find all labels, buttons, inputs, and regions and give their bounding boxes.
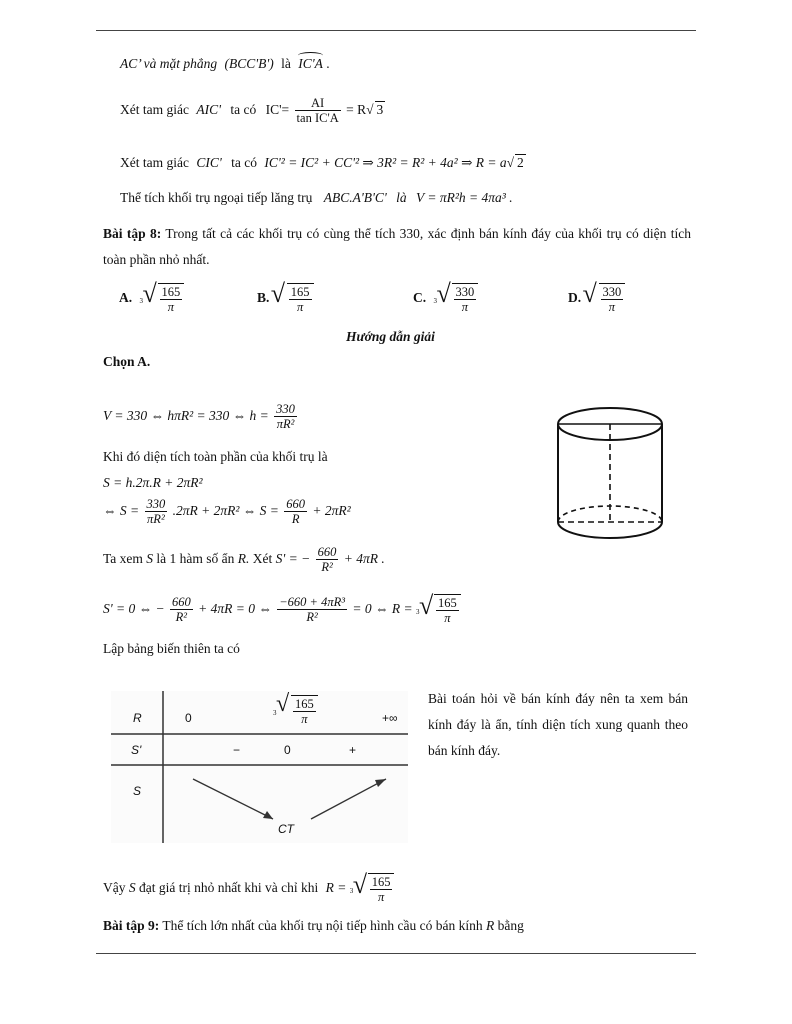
text-line-1: AC’ và mặt phẳng (BCC'B') là IC'A . — [120, 56, 330, 71]
solution-line-1: V = 330 ⇔ hπR² = 330 ⇔ h = $\frac{330}{\text{πR²}}$ — [103, 402, 295, 432]
solution-line-5: Ta xem S là 1 hàm số ẩn R. Xét S' = − $\frac{660}{\text{R²}}$ + 4πR . — [103, 545, 385, 575]
table-r-start: 0 — [185, 711, 192, 725]
exercise-9: Bài tập 9: Thể tích lớn nhất của khối trụ nội tiếp hình cầu có bán kính R bằng — [103, 918, 524, 933]
table-row-s: S — [133, 784, 142, 798]
exercise-8-label: Bài tập 8: — [103, 226, 162, 241]
bottom-rule — [96, 953, 696, 954]
angle-label: IC'A — [298, 56, 323, 71]
table-r-mid: 3 √ $\frac{165}{\pi}$ — [273, 695, 318, 727]
choose-answer: Chọn A. — [103, 354, 151, 369]
plane-label: (BCC'B') — [224, 56, 274, 71]
text-line-4: Thể tích khối trụ ngoại tiếp lăng trụ ABC.A'B'C' là V = πR²h = 4πa³ . — [120, 190, 513, 205]
variation-table — [111, 691, 408, 843]
ac-segment: AC’ và mặt phẳng — [120, 56, 218, 71]
solution-line-6: S' = 0 ⇔ − $\frac{660}{\text{R²}}$ + 4πR = 0 ⇔ $\frac{\text{−660 + 4πR³}}{\text{R²}}$ = 0 ⇔ R = 3 √ $\frac{165}{\pi}$ — [103, 594, 461, 626]
option-c[interactable]: C. 3 √ $\frac{330}{\pi}$ — [413, 283, 478, 315]
table-r-end: +∞ — [382, 711, 398, 725]
solution-line-2: Khi đó diện tích toàn phần của khối trụ là — [103, 449, 328, 464]
text-line-2: Xét tam giác AIC' ta có IC'= $\frac{AI}{\text{tan IC'A}}$ = R√ 3 — [120, 96, 384, 126]
table-lines — [111, 691, 408, 843]
table-sp-left: − — [233, 743, 241, 757]
solution-line-4: ⇔ S = $\frac{330}{\text{πR²}}$ .2πR + 2πR² ⇔ S = $\frac{660}{R}$ + 2πR² — [103, 497, 351, 527]
text-line-3: Xét tam giác CIC' ta có IC'² = IC² + CC'² ⇒ 3R² = R² + 4a² ⇒ R = a√ 2 — [120, 155, 524, 170]
table-sp-right: + — [349, 743, 357, 757]
solution-line-7: Lập bảng biến thiên ta có — [103, 641, 240, 656]
top-rule — [96, 30, 696, 31]
table-row-r: R — [133, 711, 142, 725]
table-row-sprime: S' — [131, 743, 142, 757]
table-sp-mid: 0 — [284, 743, 291, 757]
conclusion-line: Vậy S đạt giá trị nhỏ nhất khi và chỉ khi R = 3 √ $\frac{165}{\pi}$ — [103, 873, 394, 905]
exercise-8-text: Trong tất cả các khối trụ có cùng thể tích 330, xác định bán kính đáy của khối trụ có diện tích toàn phần nhỏ nhất. — [103, 226, 691, 267]
exercise-9-label: Bài tập 9: — [103, 918, 160, 933]
table-s-min: CT — [278, 822, 294, 836]
fraction-ai-tan: $\frac{AI}{\text{tan IC'A}}$ — [296, 96, 339, 126]
option-a[interactable]: A. 3 √ $\frac{165}{\pi}$ — [119, 283, 184, 315]
option-b[interactable]: B. √ $\frac{165}{\pi}$ — [257, 283, 314, 315]
option-d[interactable]: D. √ $\frac{330}{\pi}$ — [568, 283, 625, 315]
la-word: là — [281, 56, 291, 71]
solution-line-3: S = h.2π.R + 2πR² — [103, 475, 203, 490]
guide-heading: Hướng dẫn giải — [346, 329, 435, 344]
cylinder-figure — [552, 402, 668, 562]
side-note: Bài toán hỏi về bán kính đáy nên ta xem bán kính đáy là ẩn, tính diện tích xung quanh theo bán kính đáy. — [428, 691, 688, 758]
exercise-8 — [103, 221, 691, 273]
